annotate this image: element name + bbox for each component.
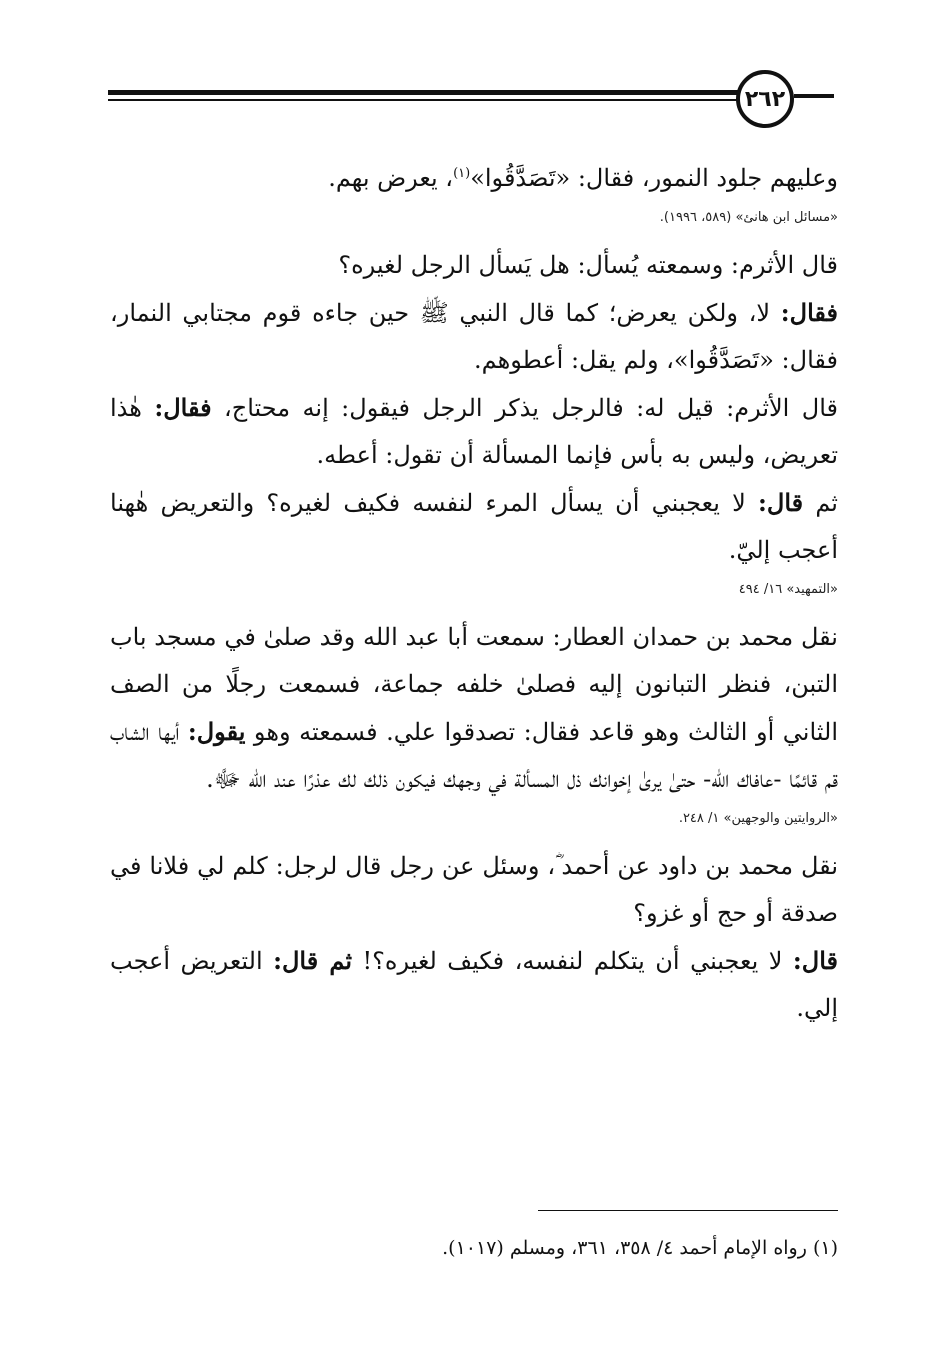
text-run: هٰذا تعريض، وليس به بأس فإنما المسألة أن تقول: أعطه.	[110, 394, 838, 469]
footnote-separator	[538, 1210, 838, 1211]
main-text	[110, 150, 838, 1032]
paragraph	[110, 614, 838, 803]
paragraph	[110, 479, 838, 574]
text-run: لا يعجبني أن يتكلم لنفسه، فكيف لغيره؟!	[352, 947, 793, 975]
paragraph	[110, 242, 838, 289]
text-run: قال الأثرم: قيل له: فالرجل يذكر الرجل فيقول: إنه محتاج،	[211, 394, 838, 422]
paragraph	[110, 937, 838, 1032]
paragraph	[110, 843, 838, 937]
footnote: (١) رواه الإمام أحمد ٤/ ٣٥٨، ٣٦١، ومسلم (١٠١٧).	[442, 1237, 838, 1259]
header-rule-tail	[794, 94, 834, 98]
text-run: ، يعرض بهم.	[328, 164, 454, 192]
header-rule	[108, 90, 738, 101]
paragraph	[110, 289, 838, 384]
page-number: ٢٦٢	[736, 70, 794, 128]
bold-label: قال:	[792, 946, 839, 975]
bold-label: فقال:	[780, 298, 838, 327]
page-header	[108, 70, 838, 132]
source-citation: «الروايتين والوجهين» ١/ ٢٤٨.	[678, 811, 838, 826]
paragraph	[110, 384, 838, 479]
text-run: نقل محمد بن داود عن أحمد ؓ، وسئل عن رجل قال لرجل: كلم لي فلانا في صدقة أو حج أو غزو؟	[110, 852, 838, 927]
paragraph	[110, 150, 838, 202]
text-run: التعريض أعجب إلي.	[110, 947, 838, 1022]
text-run: لا يعجبني أن يسأل المرء لنفسه فكيف لغيره؟ والتعريض هٰهنا أعجب إليّ.	[110, 489, 838, 564]
source-citation: «التمهيد» ١٦/ ٤٩٤	[738, 582, 838, 597]
text-run: أيها الشاب قم قائمًا -عافاك الله- حتىٰ يرىٰ إخوانك ذل المسألة في وجهك فيكون ذلك لك عذرًا عند الله ﷻ.	[110, 718, 838, 793]
text-run: نقل محمد بن حمدان العطار: سمعت أبا عبد الله وقد صلىٰ في مسجد باب التبن، فنظر التبانون إليه فصلىٰ خلفه جماعة، فسمعت رجلًا من الصف الثاني أو الثالث وهو قاعد فقال: تصدقوا علي. فسمعته وهو	[110, 623, 838, 746]
bold-label: ثم قال:	[273, 946, 353, 975]
bold-label: يقول:	[187, 717, 246, 746]
source-citation: «مسائل ابن هانئ» (٥٨٩، ١٩٩٦).	[659, 210, 838, 225]
text-run: ثم	[803, 489, 838, 517]
footnote-marker: (١)	[453, 166, 471, 181]
text-run: لا، ولكن يعرض؛ كما قال النبي ﷺ حين جاءه قوم مجتابي النمار، فقال: «تَصَدَّقُوا»، ولم يقل: أعطوهم.	[110, 299, 838, 374]
bold-label: فقال:	[154, 393, 212, 422]
text-run: قال الأثرم: وسمعته يُسأل: هل يَسأل الرجل لغيره؟	[338, 251, 838, 279]
bold-label: قال:	[758, 488, 804, 517]
text-run: وعليهم جلود النمور، فقال: «تَصَدَّقُوا»	[470, 164, 838, 192]
